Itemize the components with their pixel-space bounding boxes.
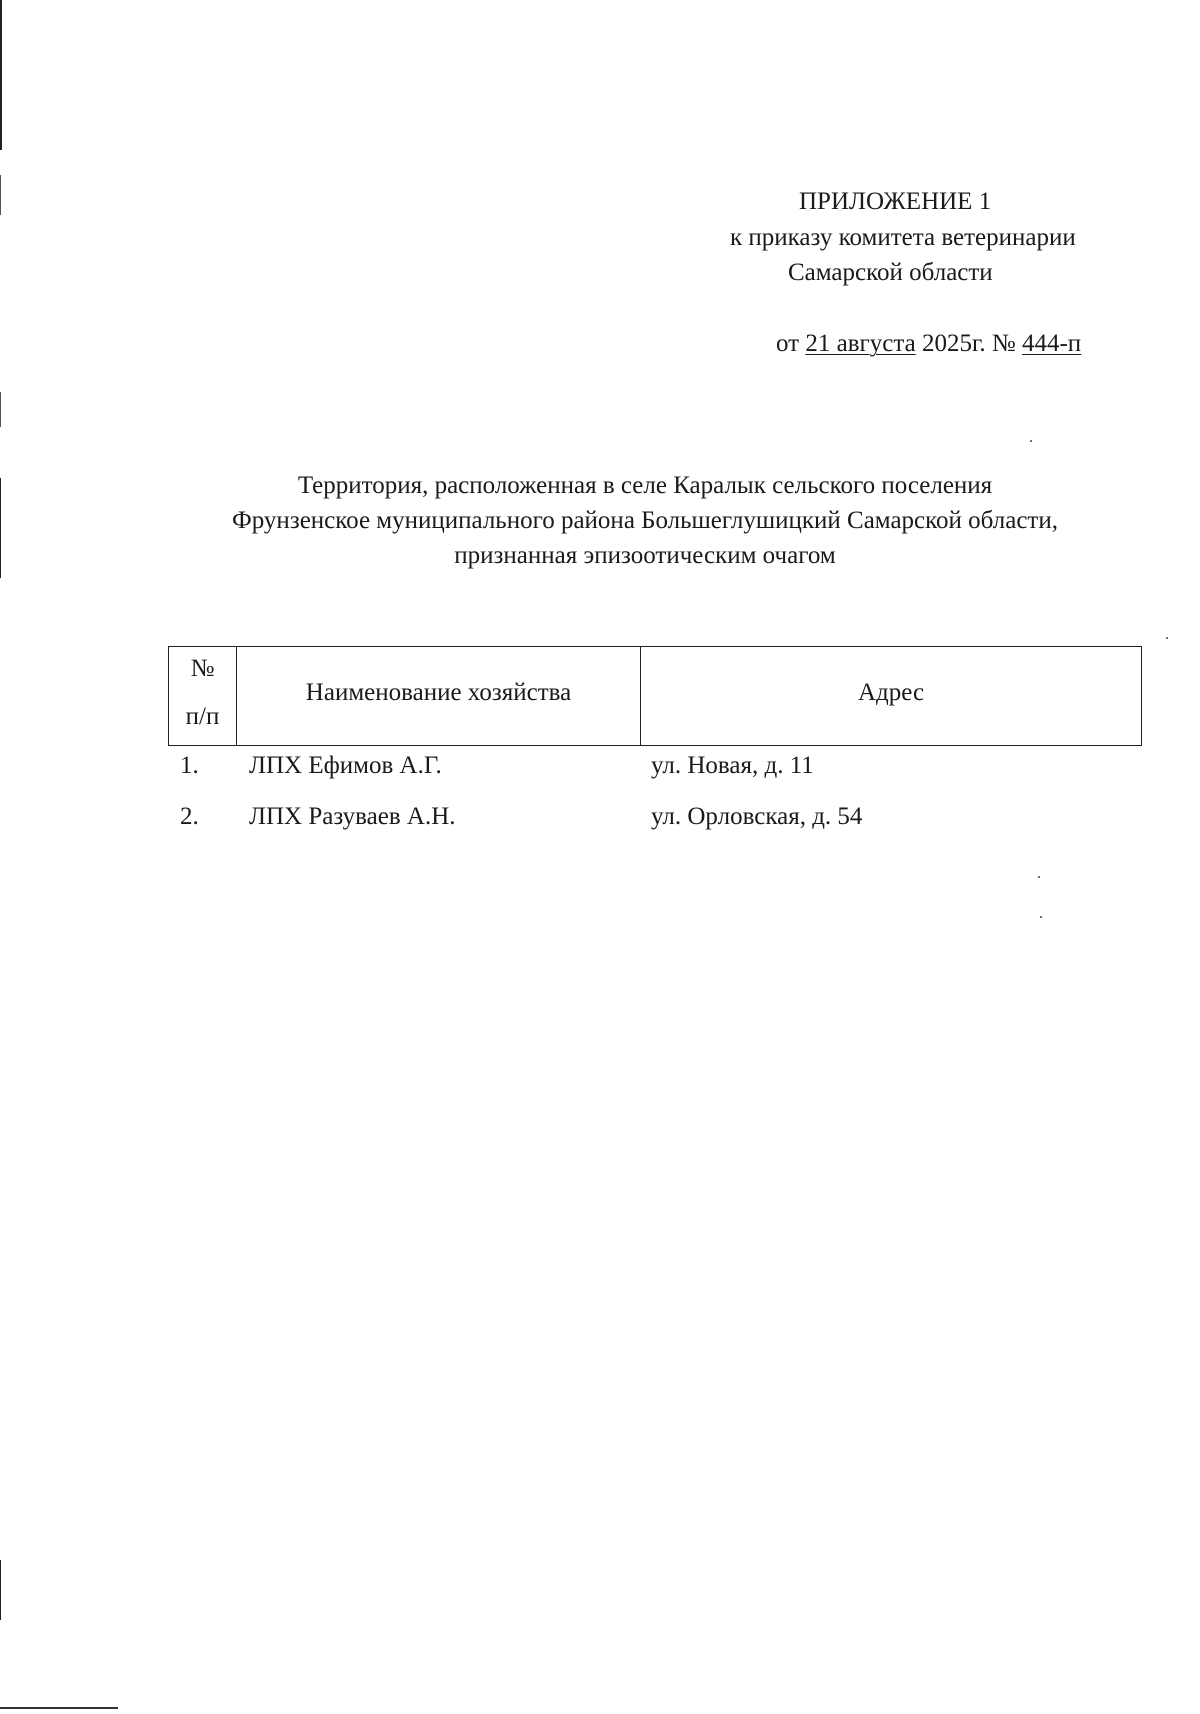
title-line: Территория, расположенная в селе Каралык сельского поселения xyxy=(297,472,993,499)
scan-edge-line xyxy=(0,0,2,150)
row-farm-name: ЛПХ Разуваев А.Н. xyxy=(249,803,456,830)
appendix-label: ПРИЛОЖЕНИЕ 1 xyxy=(799,188,992,215)
order-number: 444-п xyxy=(1021,330,1082,357)
date-year: 2025г. № xyxy=(915,330,1022,357)
appendix-date-line xyxy=(776,329,1081,359)
scan-edge-tick xyxy=(0,392,1,427)
scan-speck xyxy=(1166,637,1168,639)
row-number: 1. xyxy=(180,752,199,779)
date-value: 21 августа xyxy=(805,330,916,357)
title-line: признанная эпизоотическим очагом xyxy=(454,542,836,569)
header-num-pp: п/п xyxy=(185,703,220,730)
table-row xyxy=(0,803,1200,843)
scan-speck xyxy=(1040,916,1042,918)
row-address: ул. Орловская, д. 54 xyxy=(651,803,863,830)
header-name-label: Наименование хозяйства xyxy=(305,679,572,706)
scan-speck xyxy=(1038,876,1040,878)
row-farm-name: ЛПХ Ефимов А.Г. xyxy=(249,752,442,779)
farms-table-header xyxy=(168,646,1142,746)
row-address: ул. Новая, д. 11 xyxy=(651,752,814,779)
scan-speck xyxy=(1030,440,1032,442)
appendix-region-line: Самарской области xyxy=(788,259,993,286)
title-line: Фрунзенское муниципального района Большеглушицкий Самарской области, xyxy=(232,507,1058,534)
header-num-sign: № xyxy=(190,655,215,682)
header-cell-number xyxy=(169,647,237,745)
table-row xyxy=(0,752,1200,792)
date-prefix: от xyxy=(776,330,806,357)
scan-edge-line xyxy=(0,478,1,578)
header-cell-address xyxy=(641,647,1141,745)
header-address-label: Адрес xyxy=(857,679,925,706)
scan-edge-tick xyxy=(0,175,1,215)
scan-bottom-line xyxy=(0,1707,118,1709)
scan-edge-line xyxy=(0,1560,1,1620)
row-number: 2. xyxy=(180,803,199,830)
appendix-order-line: к приказу комитета ветеринарии xyxy=(730,224,1076,251)
document-title xyxy=(150,468,1140,573)
header-cell-name xyxy=(237,647,641,745)
